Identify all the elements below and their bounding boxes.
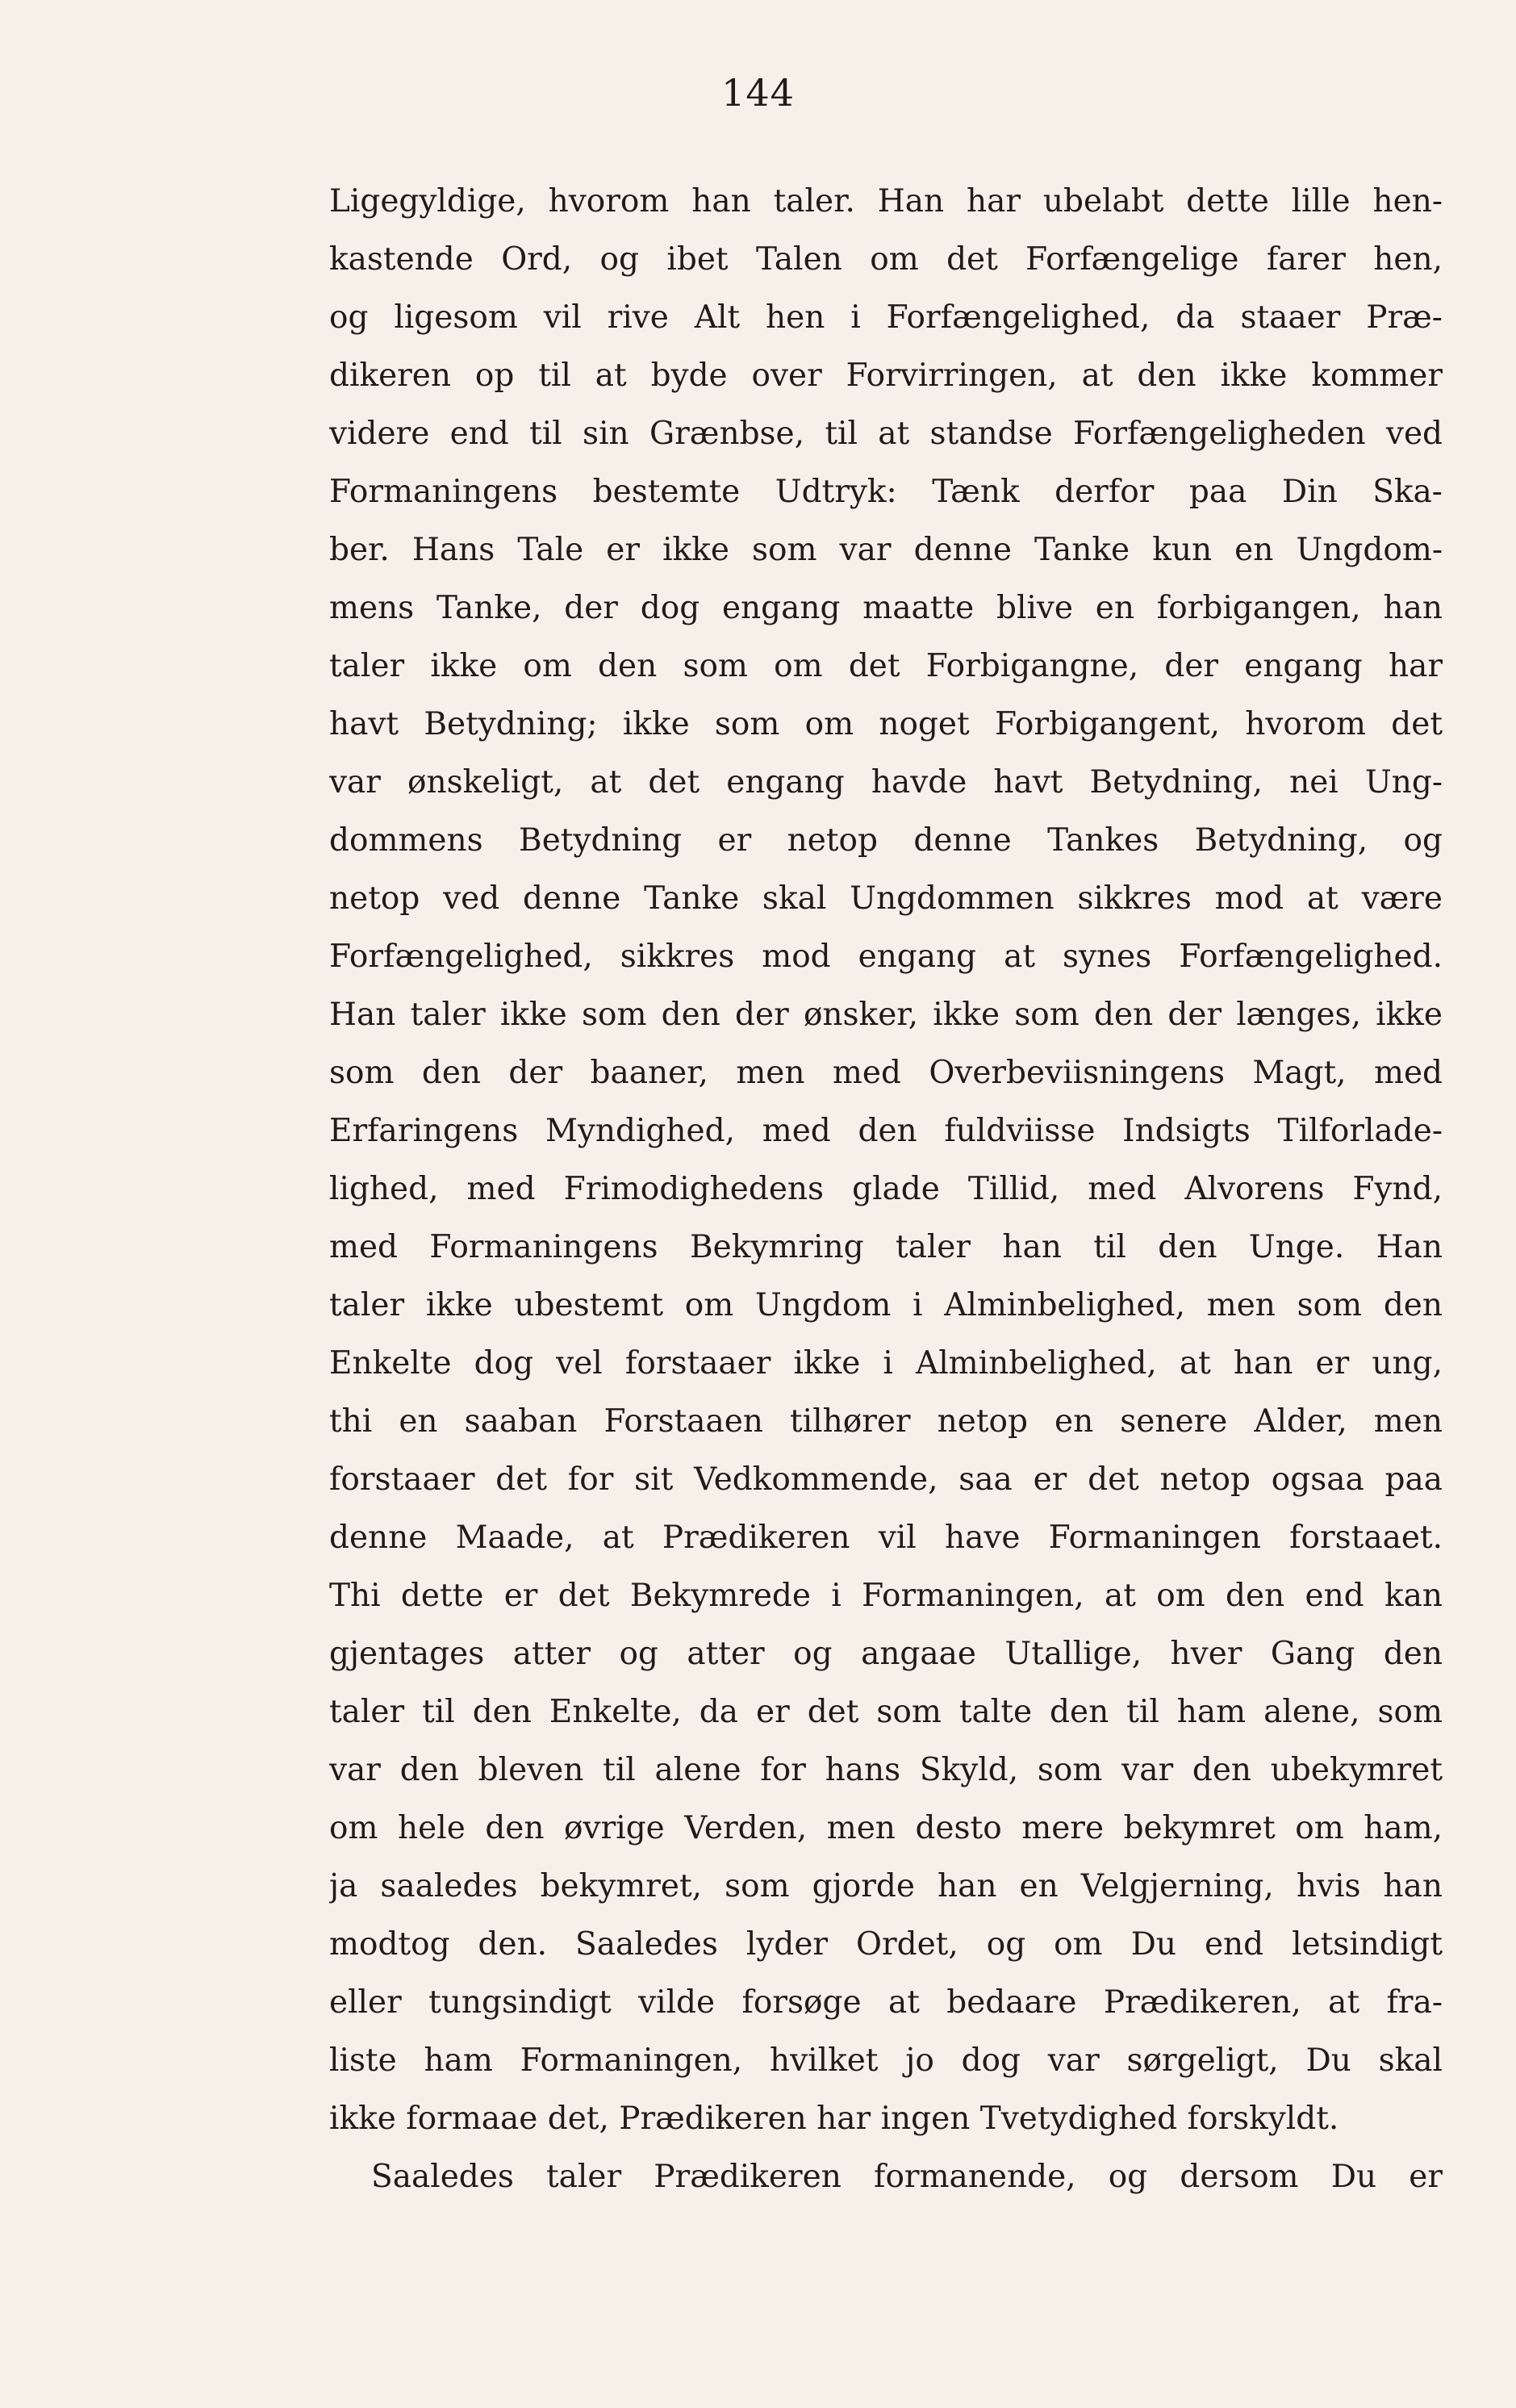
text-line: med Formaningens Bekymring taler han til den Unge. Han: [329, 1229, 1443, 1265]
text-line: var ønskeligt, at det engang havde havt Betydning, nei Ung-: [329, 764, 1443, 801]
text-line: videre end til sin Grænbse, til at standse Forfængeligheden ved: [329, 416, 1443, 452]
page-number: 144: [721, 71, 795, 115]
text-line: taler til den Enkelte, da er det som talte den til ham alene, som: [329, 1694, 1443, 1730]
text-line: Erfaringens Myndighed, med den fuldviisse Indsigts Tilforlade-: [329, 1113, 1443, 1149]
text-line: om hele den øvrige Verden, men desto mere bekymret om ham,: [329, 1810, 1443, 1846]
text-line: Ligegyldige, hvorom han taler. Han har ubelabt dette lille hen-: [329, 183, 1443, 219]
text-line: netop ved denne Tanke skal Ungdommen sikkres mod at være: [329, 880, 1443, 917]
text-line: var den bleven til alene for hans Skyld, som var den ubekymret: [329, 1752, 1443, 1788]
text-line: Formaningens bestemte Udtryk: Tænk derfor paa Din Ska-: [329, 474, 1443, 510]
text-line: forstaaer det for sit Vedkommende, saa er det netop ogsaa paa: [329, 1461, 1443, 1498]
text-line: og ligesom vil rive Alt hen i Forfængelighed, da staaer Præ-: [329, 299, 1443, 336]
text-line: eller tungsindigt vilde forsøge at bedaare Prædikeren, at fra-: [329, 1984, 1443, 2021]
text-line: ikke formaae det, Prædikeren har ingen Tvetydighed forskyldt.: [329, 2101, 1339, 2137]
body-text: [329, 173, 1443, 2206]
text-line: dommens Betydning er netop denne Tankes Betydning, og: [329, 822, 1443, 859]
text-line: ja saaledes bekymret, som gjorde han en Velgjerning, hvis han: [329, 1868, 1443, 1904]
text-line: Han taler ikke som den der ønsker, ikke som den der længes, ikke: [329, 997, 1443, 1033]
text-line: Thi dette er det Bekymrede i Formaningen, at om den end kan: [329, 1578, 1443, 1614]
text-line: taler ikke ubestemt om Ungdom i Alminbelighed, men som den: [329, 1287, 1443, 1323]
text-line: kastende Ord, og ibet Talen om det Forfængelige farer hen,: [329, 241, 1443, 278]
text-line: thi en saaban Forstaaen tilhører netop en senere Alder, men: [329, 1403, 1443, 1440]
text-line: mens Tanke, der dog engang maatte blive en forbigangen, han: [329, 590, 1443, 626]
text-line: dikeren op til at byde over Forvirringen, at den ikke kommer: [329, 357, 1443, 394]
text-line: som den der baaner, men med Overbeviisningens Magt, med: [329, 1055, 1443, 1091]
text-line: denne Maade, at Prædikeren vil have Formaningen forstaaet.: [329, 1520, 1443, 1556]
text-line: taler ikke om den som om det Forbigangne, der engang har: [329, 648, 1443, 684]
text-line: lighed, med Frimodighedens glade Tillid, med Alvorens Fynd,: [329, 1171, 1443, 1207]
text-line: havt Betydning; ikke som om noget Forbigangent, hvorom det: [329, 706, 1443, 742]
text-line: Forfængelighed, sikkres mod engang at synes Forfængelighed.: [329, 939, 1443, 975]
text-line: modtog den. Saaledes lyder Ordet, og om Du end letsindigt: [329, 1926, 1443, 1963]
text-line: gjentages atter og atter og angaae Utallige, hver Gang den: [329, 1636, 1443, 1672]
text-line-indented: Saaledes taler Prædikeren formanende, og dersom Du er: [371, 2159, 1443, 2195]
text-line: Enkelte dog vel forstaaer ikke i Alminbelighed, at han er ung,: [329, 1345, 1443, 1382]
text-line: liste ham Formaningen, hvilket jo dog var sørgeligt, Du skal: [329, 2042, 1443, 2079]
text-line: ber. Hans Tale er ikke som var denne Tanke kun en Ungdom-: [329, 532, 1443, 568]
